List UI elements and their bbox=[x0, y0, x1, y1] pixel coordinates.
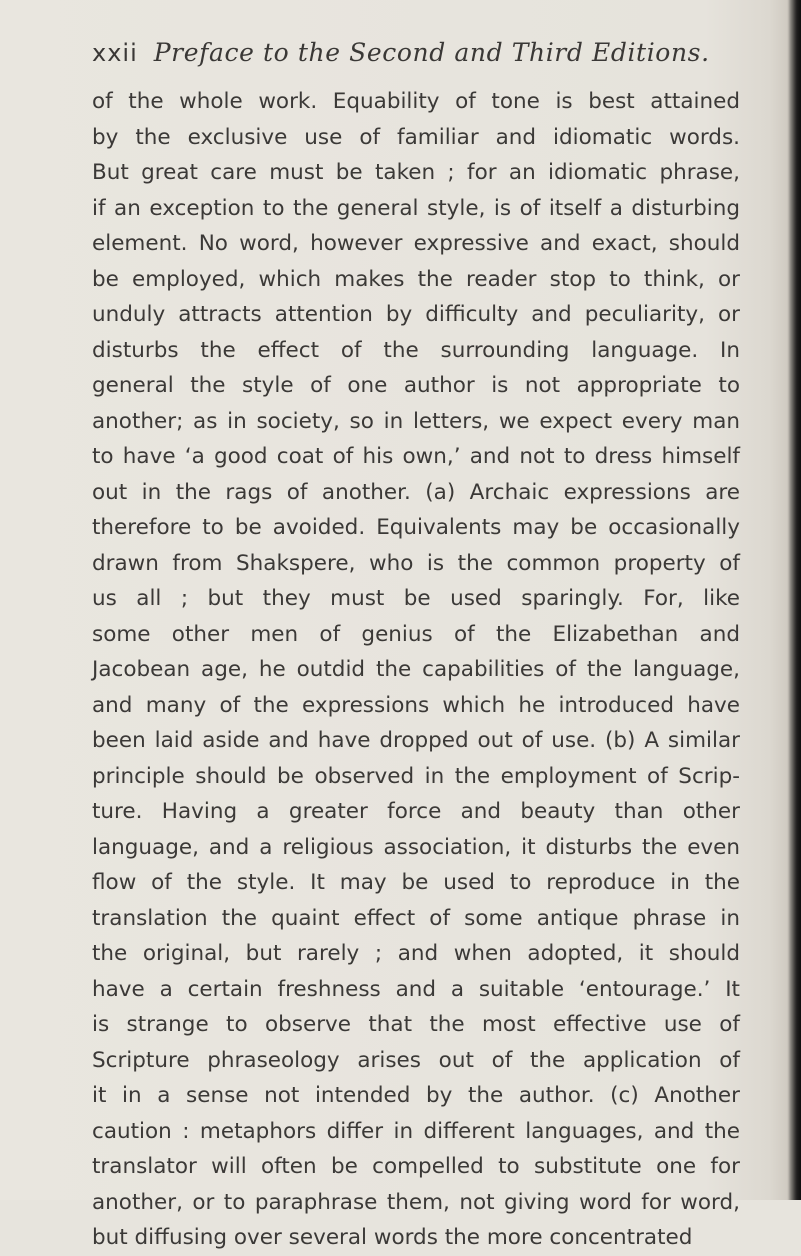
text-line: us all ; but they must be used sparingly. For, like bbox=[92, 586, 740, 611]
text-line: therefore to be avoided. Equivalents may be occasionally bbox=[92, 515, 740, 540]
text-line: element. No word, however expressive and exact, should bbox=[92, 231, 740, 256]
text-line: is strange to observe that the most effective use of bbox=[92, 1012, 740, 1037]
text-line: translator will often be compelled to substitute one for bbox=[92, 1154, 740, 1179]
text-line: it in a sense not intended by the author. (c) Another bbox=[92, 1083, 740, 1108]
text-line: of the whole work. Equability of tone is best attained bbox=[92, 89, 740, 114]
text-line: flow of the style. It may be used to reproduce in the bbox=[92, 870, 740, 895]
body-paragraph bbox=[92, 84, 740, 1256]
page-number: xxii bbox=[92, 39, 138, 67]
text-line: by the exclusive use of familiar and idiomatic words. bbox=[92, 124, 740, 150]
page-header bbox=[92, 38, 712, 78]
page-edge-shadow bbox=[787, 0, 801, 1200]
text-line: the original, but rarely ; and when adopted, it should bbox=[92, 941, 740, 966]
text-line: and many of the expressions which he introduced have bbox=[92, 692, 740, 718]
text-line: drawn from Shakspere, who is the common property of bbox=[92, 550, 740, 576]
text-line: unduly attracts attention by difficulty and peculiarity, or bbox=[92, 302, 740, 327]
text-line: to have ‘a good coat of his own,’ and not to dress himself bbox=[92, 444, 740, 469]
text-line: language, and a religious association, it disturbs the even bbox=[92, 834, 740, 860]
text-line: Jacobean age, he outdid the capabilities of the language, bbox=[92, 657, 740, 682]
text-line: another, or to paraphrase them, not giving word for word, bbox=[92, 1189, 740, 1215]
running-title: Preface to the Second and Third Editions. bbox=[153, 38, 710, 67]
text-line: been laid aside and have dropped out of use. (b) A similar bbox=[92, 728, 740, 753]
text-line: have a certain freshness and a suitable ‘entourage.’ It bbox=[92, 976, 740, 1002]
text-line: disturbs the effect of the surrounding language. In bbox=[92, 337, 740, 363]
text-line: but diffusing over several words the more concentrated bbox=[92, 1225, 693, 1250]
text-line: general the style of one author is not appropriate to bbox=[92, 373, 740, 398]
text-line: another; as in society, so in letters, we expect every man bbox=[92, 408, 740, 434]
text-line: ture. Having a greater force and beauty than other bbox=[92, 799, 740, 824]
text-line: be employed, which makes the reader stop to think, or bbox=[92, 266, 740, 292]
text-line: some other men of genius of the Elizabethan and bbox=[92, 621, 740, 647]
text-line: translation the quaint effect of some antique phrase in bbox=[92, 905, 740, 931]
text-line: Scripture phraseology arises out of the application of bbox=[92, 1047, 740, 1073]
text-line: caution : metaphors differ in different languages, and the bbox=[92, 1118, 740, 1144]
text-line: if an exception to the general style, is of itself a disturbing bbox=[92, 195, 740, 221]
text-line: But great care must be taken ; for an idiomatic phrase, bbox=[92, 160, 740, 185]
text-line: out in the rags of another. (a) Archaic expressions are bbox=[92, 479, 740, 505]
text-line: principle should be observed in the employment of Scrip- bbox=[92, 763, 740, 789]
